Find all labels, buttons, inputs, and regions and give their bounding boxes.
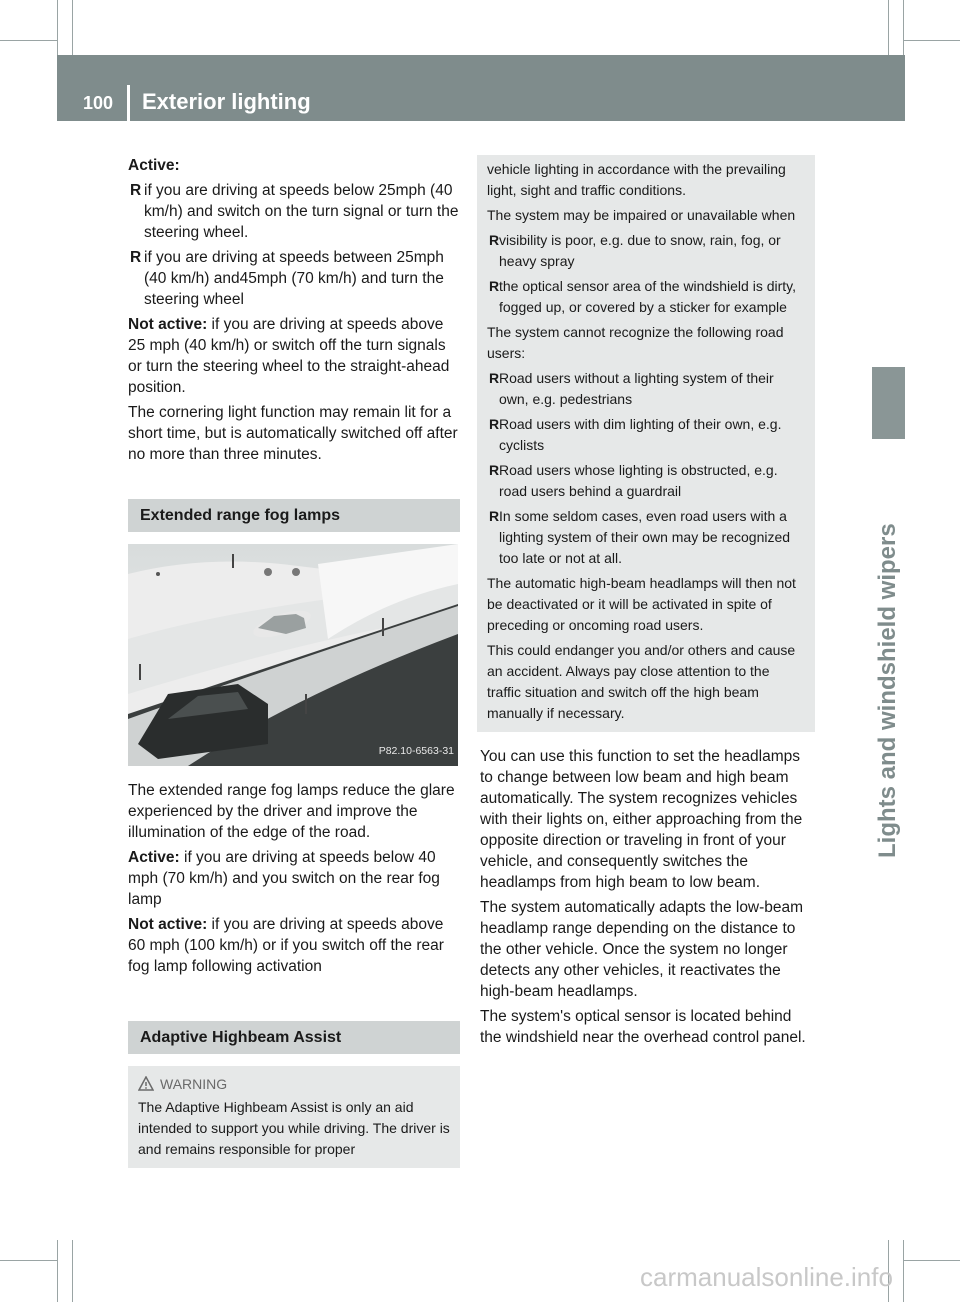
list-item-text: In some seldom cases, even road users with a lighting system of their own may be recognized too late or not at all.	[499, 508, 791, 566]
crop-mark	[903, 1240, 904, 1302]
sensor-paragraph: The system's optical sensor is located behind the windshield near the overhead control panel.	[480, 1008, 806, 1046]
road-users-list	[487, 368, 805, 569]
function-paragraph: You can use this function to set the headlamps to change between low beam and high beam automatically. The system recognizes vehicles with their lights on, either approaching from the opposite direction or traveling in front of your vehicle, and consequently switches the headlamps from high beam to low beam.	[480, 748, 803, 891]
list-item	[487, 414, 805, 456]
list-item-text: the optical sensor area of the windshield is dirty, fogged up, or covered by a sticker for example	[499, 278, 797, 315]
list-item-text: Road users without a lighting system of their own, e.g. pedestrians	[499, 370, 774, 407]
bullet-icon: R	[130, 249, 142, 266]
cornering-paragraph: The cornering light function may remain lit for a short time, but is automatically switched off after no more than three minutes.	[128, 404, 458, 463]
not-active-paragraph	[128, 314, 460, 398]
fog-not-active-text: if you are driving at speeds above 60 mph (100 km/h) or if you switch off the rear fog lamp following activation	[128, 916, 444, 975]
crop-mark	[0, 1260, 58, 1261]
fog-active-paragraph	[128, 847, 460, 910]
list-item	[128, 180, 460, 243]
fog-not-active-paragraph	[128, 914, 460, 977]
list-item	[487, 276, 805, 318]
fog-active-text: if you are driving at speeds below 40 mph (70 km/h) and you switch on the rear fog lamp	[128, 849, 440, 908]
list-item	[487, 368, 805, 410]
crop-mark	[0, 40, 58, 41]
chapter-label	[870, 448, 910, 868]
list-item	[487, 460, 805, 502]
impaired-list	[487, 230, 805, 318]
watermark: carmanualsonline.info	[640, 1262, 893, 1292]
list-item	[487, 506, 805, 569]
list-item	[128, 247, 460, 310]
fog-active-label: Active:	[128, 849, 180, 866]
list-item-text: if you are driving at speeds below 25mph (40 km/h) and switch on the turn signal or turn the steering wheel.	[144, 182, 459, 241]
left-column	[128, 155, 460, 1168]
warning-title	[138, 1074, 450, 1095]
figure-reference: P82.10-6563-31	[378, 745, 454, 757]
page-number: 100	[83, 93, 114, 113]
warning-box	[128, 1066, 460, 1168]
list-item	[487, 230, 805, 272]
crop-mark	[888, 0, 889, 60]
fog-not-active-label: Not active:	[128, 916, 208, 933]
bullet-icon: R	[130, 182, 142, 199]
warning-box-continued	[477, 155, 815, 732]
box-danger: This could endanger you and/or others and cause an accident. Always pay close attention to the traffic situation and switch off the high beam manually if necessary.	[487, 642, 796, 721]
warning-title-text: WARNING	[160, 1076, 228, 1092]
header-divider	[127, 85, 130, 121]
crop-mark	[903, 1260, 960, 1261]
page-title: Exterior lighting	[142, 89, 311, 114]
crop-mark	[903, 40, 960, 41]
crop-mark	[72, 0, 73, 60]
box-impaired: The system may be impaired or unavailable when	[487, 207, 796, 223]
list-item-text: Road users whose lighting is obstructed, e.g. road users behind a guardrail	[499, 462, 778, 499]
box-intro: vehicle lighting in accordance with the prevailing light, sight and traffic conditions.	[487, 161, 786, 198]
box-cannot: The system cannot recognize the following road users:	[487, 324, 784, 361]
list-item-text: Road users with dim lighting of their own, e.g. cyclists	[499, 416, 782, 453]
fog-lamps-illustration	[128, 544, 458, 766]
range-paragraph: The system automatically adapts the low-beam headlamp range depending on the distance to the other vehicle. Once the system no longer detects any other vehicles, it reactivates the high-beam headlamps.	[480, 899, 804, 1000]
chapter-tab	[872, 367, 905, 439]
crop-mark	[903, 0, 904, 60]
warning-icon	[138, 1076, 154, 1092]
section-heading-highbeam: Adaptive Highbeam Assist	[128, 1021, 460, 1054]
chapter-label-text: Lights and windshield wipers	[874, 523, 901, 858]
list-item-text: if you are driving at speeds between 25mph (40 km/h) and45mph (70 km/h) and turn the steering wheel	[144, 249, 444, 308]
bullet-icon: R	[489, 416, 500, 432]
active-list	[128, 180, 460, 310]
right-column	[480, 155, 812, 1052]
road-scene-graphic	[128, 544, 458, 766]
bullet-icon: R	[489, 232, 500, 248]
bullet-icon: R	[489, 462, 500, 478]
bullet-icon: R	[489, 370, 500, 386]
active-label: Active:	[128, 157, 180, 174]
bullet-icon: R	[489, 278, 500, 294]
crop-mark	[72, 1240, 73, 1302]
section-heading-fog: Extended range fog lamps	[128, 499, 460, 532]
not-active-text: if you are driving at speeds above 25 mph (40 km/h) or switch off the turn signals or turn the steering wheel to the straight-ahead position.	[128, 316, 450, 396]
list-item-text: visibility is poor, e.g. due to snow, rain, fog, or heavy spray	[499, 232, 781, 269]
fog-intro: The extended range fog lamps reduce the glare experienced by the driver and improve the illumination of the edge of the road.	[128, 782, 455, 841]
bullet-icon: R	[489, 508, 500, 524]
box-then: The automatic high-beam headlamps will then not be deactivated or it will be activated in spite of preceding or oncoming road users.	[487, 575, 796, 633]
warning-text: The Adaptive Highbeam Assist is only an aid intended to support you while driving. The driver is and remains responsible for proper	[138, 1099, 450, 1157]
crop-mark	[57, 1240, 58, 1302]
not-active-label: Not active:	[128, 316, 208, 333]
crop-mark	[57, 0, 58, 60]
